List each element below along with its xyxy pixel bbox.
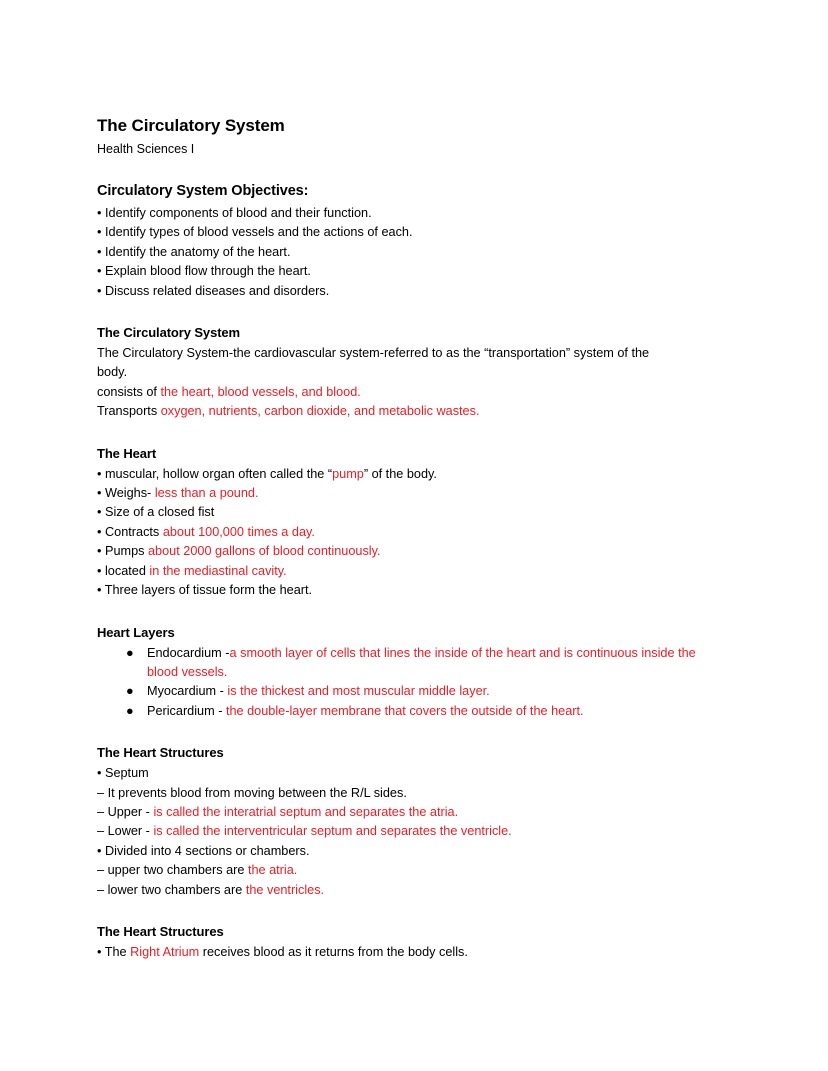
- section-heart-structures-2: [97, 923, 697, 962]
- heart-structures-list-2: [97, 943, 697, 962]
- list-item-text-black: lower two chambers are: [107, 882, 246, 897]
- heart-layers-heading: Heart Layers: [97, 624, 175, 640]
- layer-term: Pericardium -: [147, 703, 226, 718]
- list-marker: –: [97, 785, 105, 800]
- list-item-text-red: the ventricles.: [245, 882, 325, 897]
- list-item-text-red: the atria.: [247, 863, 298, 878]
- list-item-text-black: Upper -: [107, 804, 154, 819]
- list-item: [97, 204, 697, 223]
- list-item: [97, 523, 697, 542]
- transports-label: Transports: [97, 404, 161, 419]
- spacer: [97, 601, 697, 624]
- list-item-text-red: about 2000 gallons of blood continuously.: [148, 544, 381, 559]
- list-marker: •: [97, 944, 102, 959]
- the-heart-list: [97, 465, 697, 601]
- layer-term: Endocardium -: [147, 645, 230, 660]
- list-item-text-red: is called the interventricular septum and separates the ventricle.: [153, 824, 512, 839]
- list-item: [97, 542, 697, 561]
- list-item-text-black: Contracts: [104, 524, 163, 539]
- list-item: [97, 644, 727, 683]
- list-item: [97, 803, 697, 822]
- list-item-text-black: muscular, hollow organ often called the “: [104, 466, 333, 481]
- consists-label: consists of: [97, 384, 161, 399]
- spacer: [97, 721, 697, 744]
- list-item: [97, 784, 697, 803]
- bullet-marker: •: [97, 486, 102, 501]
- list-item-text-black: located: [104, 563, 150, 578]
- circulatory-system-heading: The Circulatory System: [97, 325, 241, 341]
- consists-value: the heart, blood vessels, and blood.: [160, 384, 361, 399]
- list-item: [97, 243, 697, 262]
- list-item-text-black: Septum: [104, 766, 149, 781]
- disc-bullet-icon: ●: [126, 645, 134, 660]
- list-marker: –: [97, 882, 105, 897]
- bullet-marker: •: [97, 225, 102, 240]
- section-circulatory-system: [97, 324, 697, 422]
- list-item-text-black: Weighs-: [104, 486, 155, 501]
- bullet-marker: •: [97, 466, 102, 481]
- heart-structures-heading: The Heart Structures: [97, 745, 224, 761]
- list-marker: –: [97, 863, 105, 878]
- the-heart-heading: The Heart: [97, 445, 157, 461]
- course-subtitle: Health Sciences I: [97, 142, 195, 156]
- heart-layers-list: [97, 644, 697, 722]
- list-item: [97, 262, 697, 281]
- spacer: [97, 422, 697, 445]
- list-item: [97, 503, 697, 522]
- transports-value: oxygen, nutrients, carbon dioxide, and metabolic wastes.: [160, 404, 480, 419]
- list-item-text-black-2: receives blood as it returns from the body cells.: [199, 944, 468, 959]
- list-item: [97, 943, 697, 962]
- list-item-text-red: in the mediastinal cavity.: [149, 563, 287, 578]
- list-marker: •: [97, 766, 102, 781]
- list-item-text-red: about 100,000 times a day.: [162, 524, 315, 539]
- list-marker: –: [97, 824, 105, 839]
- list-item: [97, 822, 697, 841]
- list-item-text: Identify types of blood vessels and the actions of each.: [104, 225, 413, 240]
- list-item-text: Explain blood flow through the heart.: [104, 264, 311, 279]
- circulatory-system-paragraph: The Circulatory System-the cardiovascular system-referred to as the “transportation” system of the body.: [97, 346, 650, 380]
- disc-bullet-icon: ●: [126, 703, 134, 718]
- section-objectives: [97, 182, 697, 301]
- heart-structures-heading-2: The Heart Structures: [97, 923, 224, 939]
- bullet-marker: •: [97, 244, 102, 259]
- list-item-text-red: less than a pound.: [154, 486, 259, 501]
- bullet-marker: •: [97, 583, 102, 598]
- list-item: [97, 223, 697, 242]
- list-item: [97, 581, 697, 600]
- list-item: [97, 484, 697, 503]
- list-item-text: Discuss related diseases and disorders.: [104, 283, 330, 298]
- list-item: [97, 764, 697, 783]
- list-marker: •: [97, 843, 102, 858]
- list-item: [97, 881, 697, 900]
- list-marker: –: [97, 804, 105, 819]
- disc-bullet-icon: ●: [126, 684, 134, 699]
- list-item-text-black-2: ” of the body.: [363, 466, 437, 481]
- bullet-marker: •: [97, 544, 102, 559]
- spacer: [97, 301, 697, 324]
- list-item: [97, 465, 697, 484]
- list-item-text-black: Pumps: [104, 544, 148, 559]
- bullet-marker: •: [97, 563, 102, 578]
- layer-definition: the double-layer membrane that covers the outside of the heart.: [225, 703, 584, 718]
- heart-structures-list: [97, 764, 697, 900]
- list-item: [97, 682, 727, 701]
- list-item-text-black: The: [104, 944, 131, 959]
- document-content: [97, 115, 697, 962]
- list-item-text-black: Lower -: [107, 824, 154, 839]
- list-item: [97, 562, 697, 581]
- page-title: The Circulatory System: [97, 116, 285, 135]
- section-the-heart: [97, 445, 697, 601]
- bullet-marker: •: [97, 206, 102, 220]
- spacer: [97, 900, 697, 923]
- transports-line: [97, 402, 697, 421]
- layer-term: Myocardium -: [147, 684, 228, 699]
- section-heart-structures-1: [97, 744, 697, 900]
- spacer: [97, 158, 697, 182]
- bullet-marker: •: [97, 264, 102, 279]
- list-item-text-black: upper two chambers are: [107, 863, 248, 878]
- list-item: [97, 842, 697, 861]
- objectives-heading: Circulatory System Objectives:: [97, 183, 309, 199]
- bullet-marker: •: [97, 283, 102, 298]
- list-item-text-black: It prevents blood from moving between the R/L sides.: [107, 785, 407, 800]
- objectives-list: [97, 204, 697, 301]
- list-item-text-black: Size of a closed fist: [104, 505, 215, 520]
- list-item-text-red: Right Atrium: [130, 944, 200, 959]
- list-item-text: Identify the anatomy of the heart.: [104, 244, 291, 259]
- list-item: [97, 702, 727, 721]
- list-item: [97, 282, 697, 301]
- list-item: [97, 861, 697, 880]
- layer-definition: a smooth layer of cells that lines the inside of the heart and is continuous inside the blood vessels.: [147, 645, 696, 679]
- section-heart-layers: [97, 624, 697, 722]
- list-item-text: Identify components of blood and their function.: [104, 206, 372, 220]
- list-item-text-black: Divided into 4 sections or chambers.: [104, 843, 310, 858]
- layer-definition: is the thickest and most muscular middle layer.: [227, 684, 490, 699]
- list-item-text-black: Three layers of tissue form the heart.: [104, 583, 313, 598]
- bullet-marker: •: [97, 524, 102, 539]
- list-item-text-red: pump: [332, 466, 364, 481]
- list-item-text-red: is called the interatrial septum and separates the atria.: [153, 804, 459, 819]
- bullet-marker: •: [97, 505, 102, 520]
- consists-of-line: [97, 383, 697, 402]
